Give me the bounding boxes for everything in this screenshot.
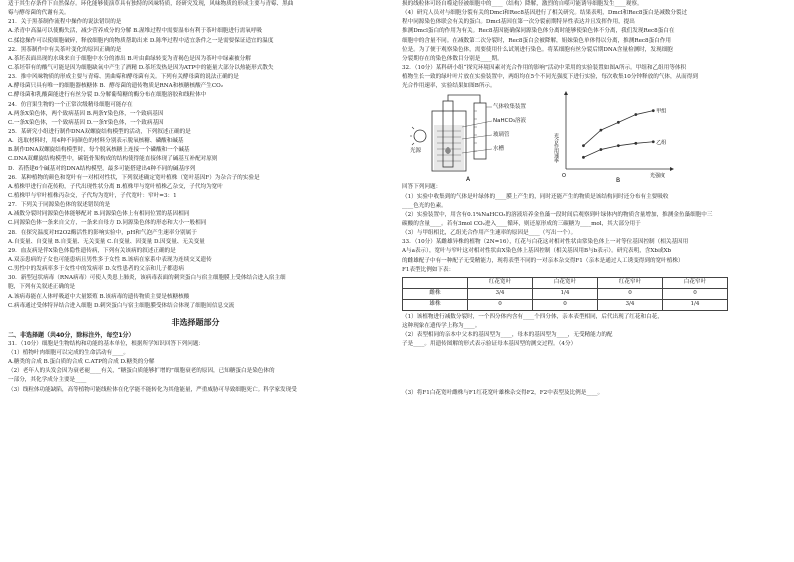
series-line-1 — [583, 142, 653, 158]
table-row — [403, 299, 728, 310]
question-text-line: A.两条X染色体，两个致病基因 B.两条Y染色体，一个致病基因 — [8, 110, 164, 117]
question-text-line: C.植株甲与窄叶植株丙杂交，子代均为宽叶，子代宽叶：窄叶=3：1 — [8, 192, 177, 199]
question-text-line: 27．下列关于同源染色体的叙述错误的是 — [8, 202, 111, 209]
genotype-table — [402, 277, 728, 311]
question-text-line: C.同源染色体一条来自父方，一条来自母方 D.同源染色体的形态和大小一般相同 — [8, 220, 207, 227]
question-text-line: C.病毒通过受体特异结合进入细胞 D.刺突蛋白与宿主细胞膜受体结合体现了细胞间信息交流 — [8, 302, 235, 309]
table-cell: 0 — [663, 288, 728, 299]
question-31 — [8, 340, 383, 395]
left-column — [8, 0, 383, 395]
question-text-line: C.揉捻操作可以使细胞破碎，释放细胞内的物质帮助出来 D.陈华过程中适宜条件之一是需要保证适宜的温度 — [8, 37, 274, 44]
question-text-line: C.茶坯带有的酸气可能是因为细胞缺氧中产生了酒精 D.茶坯发热是因为ATP中的能量大部分以热能形式散失 — [8, 64, 274, 71]
question-text-line: 回答下列问题： — [402, 184, 442, 191]
question-text-line: B.制作DNA双螺旋结构模型时，每个脱氧核糖上连接一个磷酸和一个碱基 — [8, 147, 190, 154]
y-axis-arrow — [564, 91, 568, 95]
section-title: 非选择题部分 — [171, 317, 220, 327]
question-text-line: 28．在探究温度对H2O2酶活性的影响实验中，pH和气泡产生速率分别属于 — [8, 229, 197, 236]
x-axis-label: 光强度 — [650, 173, 666, 180]
table-header: 红花宽叶 — [468, 277, 533, 288]
table-cell: 0 — [533, 299, 598, 310]
answer-space — [402, 349, 782, 389]
series-line-0 — [583, 111, 653, 146]
label-tube: 玻璃管 — [493, 132, 510, 139]
data-point — [582, 156, 585, 159]
question-text-line: 损的线粒体可经自噬途径被细胞中的____（结构）降解，激烈的自噬可能诱导细胞发生____观察。 — [402, 1, 643, 7]
question-text-line: 31．（10分）细胞是生物结构和功能的基本单位，根据所学知识回答下列问题： — [8, 340, 205, 347]
table-cell: 3/4 — [598, 299, 663, 310]
question-text-line: 22．黑茶制作中有关茶叶变化的原因正确的是 — [8, 46, 122, 53]
table-cell: 1/4 — [533, 288, 598, 299]
x-axis-arrow — [670, 167, 674, 171]
origin-label: O — [562, 173, 566, 180]
question-text-line: 30．新型冠状病毒（RNA病毒）可使人类患上肺炎，该病毒表面的刺突蛋白与宿主细胞膜上受体结合进入宿主细 — [8, 275, 286, 282]
question-text-line: 一部分，其化学成分主要是____ — [8, 377, 87, 384]
data-point — [617, 121, 620, 124]
line-chart — [552, 91, 682, 183]
question-text-line: （1）该植物进行减数分裂时，一个四分体内含有____个四分体，亲本表型相同，后代出现了红花和白花， — [402, 313, 663, 320]
question-text-line: （3）与甲组相比，乙组光合作用产生速率的原因是____（写出一个）。 — [402, 230, 577, 237]
table-header: 白花窄叶 — [663, 277, 728, 288]
part2-heading: 二、非选择题（共40分，除标注外，每空1分） — [8, 331, 135, 339]
y-axis-label: 光合作用速率 — [553, 133, 559, 164]
question-text-line: A．选取材料时，用4种不同颜色的材料分别表示脱氧核糖、磷酸和碱基 — [8, 138, 184, 145]
data-point — [582, 145, 585, 148]
label-solution: NaHCO₃溶液 — [493, 118, 526, 125]
question-text-line: A.该病毒能在人体呼吸道中大量繁殖 B.该病毒的遗传物质主要是核糖核酸 — [8, 293, 190, 300]
question-text-line: A.酵母菌只具有唯一的细胞器核糖体 B．酵母菌的遗传物质是RNA和核糖核酸产生CO₂ — [8, 83, 223, 90]
question-text-line: A.糖类的合成 B.蛋白质的合成 C.ATP的合成 D.糖类的分解 — [8, 359, 155, 366]
question-text-line: A.茶坯表面出现的水珠来自于细胞中水分的渗出 B.叶由曲绿转变为青褐色是因为茶叶中绿素被分解 — [8, 55, 251, 62]
table-cell: 0 — [598, 288, 663, 299]
table-header-row — [403, 277, 728, 288]
question-text-line: F1表型比例如下表： — [402, 266, 455, 273]
question-text-line: 植物生长一致的绿叶叶片放在实验装置中，两组均在5个不同光强度下进行实验，每次收集10分钟释放的气体，从而得到 — [402, 74, 698, 81]
question-text-line: 分裂期存在的染色体数目分别是____期。 — [402, 55, 503, 62]
question-text-line: （2）表型相同的亲本中父本的基因型为____，母本的基因型为____，无受精能力的配 — [402, 332, 613, 339]
question-text-line: D．若搭建6个碱基对的DNA结构模型，最多可能搭建出4种不同的碱基序列 — [8, 165, 196, 172]
series-label: 甲组 — [656, 109, 667, 116]
question-text-line: C.一条X染色体，一个致病基因 D.一条Y染色体，一个致病基因 — [8, 119, 164, 126]
question-text-line: C.DNA双螺旋结构模型中，碳链骨架构成的结构使得能直接体现了碱基互补配对原则 — [8, 156, 218, 163]
question-text-line: A.自变量、自变量 B.自变量、无关变量 C.自变量、因变量 D.因变量、无关变量 — [8, 238, 205, 245]
data-point — [600, 129, 603, 132]
question-text-line: 26．某种植物的颜色和宽叶有一对相对性状，下列叙述确定宽叶植株（宽叶基因F）为杂合子的实验是 — [8, 174, 260, 181]
question-33 — [402, 313, 782, 350]
data-point — [617, 145, 620, 148]
question-text-line: 23．推中风味物质的形成主要与青霉、黑曲霉和酵母菌有关。下列有关酵母菌的说法正确的是 — [8, 74, 239, 81]
question-text-line: （1）植物叶肉细胞可以完成的生命活动有____。 — [8, 350, 130, 357]
data-point — [634, 114, 637, 117]
question-text-line: 适于其生存条件下自然保存。环化能够使演草具有独特的风味特质，经研究发现，风味物质的形成主要与青霉、黑曲 — [8, 1, 294, 7]
label-water-bath: 水槽 — [493, 146, 505, 153]
data-point — [652, 110, 655, 113]
table-cell: 1/4 — [663, 299, 728, 310]
apparatus-figure — [410, 91, 527, 184]
question-text-line: 25．某研究小组进行制作DNA双螺旋结构模型的活动，下列叙述正确的是 — [8, 128, 191, 135]
table-header — [403, 277, 468, 288]
table-cell: 0 — [468, 299, 533, 310]
question-text-line: A.双亲患病的子女也可能患病且男性多于女性 B.该病在家系中表现为连续交叉遗传 — [8, 256, 212, 263]
question-text-line: （3）线粒体功能缺陷，高等植物可能线粒体在化学能不能转化为其他能量，严重威胁可导致细胞死亡。科学家发现受 — [8, 386, 297, 393]
table-cell: 雄株 — [403, 299, 468, 310]
question-text-line: 位是。为了便于观察染色体，需要使用什么试剂进行染色。将某细胞有丝分裂后期DNA含量检测时，发现细胞 — [402, 46, 673, 53]
question-text-line: A.植株甲进行自花传粉，子代出现性状分离 B.植株甲与宽叶植株乙杂交，子代均为宽叶 — [8, 183, 223, 190]
chart-series — [582, 108, 666, 159]
question-text-line: C.酵母菌和乳酸菌能进行有丝分裂 D.分解葡萄糖的酶分布在细胞溶胶和线粒体中 — [8, 92, 207, 99]
question-text-line: 32．（10分）某科研小组“探究环境因素对光合作用的影响”活动中采用的实验装置如图A所示。甲组和乙组用等体积 — [402, 64, 687, 71]
question-text-line: 细胞中的含量不同。在减数第二次分裂时，Rec8蛋白会被降解，姐妹染色单体得以分离，推测Rec8蛋白作用 — [402, 37, 671, 44]
table-header: 白花宽叶 — [533, 277, 598, 288]
question-33-part3: （3）将F1白花宽叶雌株与F1红花宽叶雄株杂交得F2，F2中表型及比例是____。 — [402, 390, 604, 397]
table-cell: 雌株 — [403, 288, 468, 299]
data-point — [634, 142, 637, 145]
question-text-line: 这种现象在遗传学上称为____。 — [402, 322, 481, 329]
question-text-line: 33．（10分）某雌雄异株的植物（2N=16），红花与白花这对相对性状由常染色体上一对等位基因控制（相关基因用 — [402, 239, 689, 246]
question-text-line: A.减数分裂时同源染色体能够配对 B.同源染色体上有相同位置的基因相同 — [8, 211, 190, 218]
light-source-icon — [410, 127, 426, 145]
table-header: 红花窄叶 — [598, 277, 663, 288]
question-text-line: 霉与酵母菌的代谢有关。 — [8, 10, 70, 17]
label-gas-collector: 气体收集装置 — [493, 104, 527, 111]
series-label: 乙组 — [656, 140, 667, 147]
questions-31-32 — [402, 0, 782, 91]
table-cell: 3/4 — [468, 288, 533, 299]
label-light-source: 光源 — [410, 148, 422, 155]
question-text-line: 推测Dmcl蛋白的作用为有关。Rec8基因能确保同源染色体分离时能够使染色体不分离，我们发现Rec8蛋白在 — [402, 28, 675, 35]
table-row — [403, 288, 728, 299]
right-column — [402, 0, 782, 399]
question-text-line: 光合作用速率，实验结果如图B所示。 — [402, 83, 496, 90]
question-text-line: A与a表示），宽叶与窄叶这对相对性状由X染色体上基因控制（相关基因用B与b表示）。研究表明，含Xb或Xb — [402, 248, 672, 255]
question-text-line: （2）老年人的头发会因为衰老褪____有关，“糖蛋白质能够扩增的”细胞衰老的原因，已知糖蛋白是染色体的 — [8, 368, 275, 375]
question-text-line: 21．关于黑茶制作流程中操作的说法错误的是 — [8, 19, 122, 26]
chart-figure — [552, 91, 682, 183]
figB-caption: B — [616, 177, 621, 184]
question-text-line: （1）实验中收集到的气体是叶绿体的____膜上产生的，同时还能产生的物质是该结构同时还分布有主要吸收 — [402, 193, 669, 200]
question-32-answers — [402, 183, 782, 274]
question-text-line: 碳酸的含量____。若有3mol CO₂进入____循环，则还原形成的三碳糖为____mol，其大部分用于 — [402, 220, 641, 227]
figures — [402, 91, 782, 183]
question-text-line: 29．血友病是伴X染色体隐性遗传病，下列有关该病的叙述正确的是 — [8, 247, 176, 254]
data-point — [600, 149, 603, 152]
question-text-line: 子是____。用遗传图解的形式表示验证母本基因型的测交过程。（4分） — [402, 341, 577, 348]
question-text-line: C.男性中的发病率多于女性中的发病率 D.女性患者的父亲和儿子都患病 — [8, 266, 184, 273]
questions-21-30 — [8, 0, 383, 311]
question-text-line: 的雌雄配子中有一种配子无受精能力，现将表型不同的一对亲本杂交得F1（亲本是通过人工诱变得到的宽叶植株） — [402, 257, 684, 264]
question-text-line: 程中同源染色体联会有关的蛋白。Dmcl基因在第一次分裂前期特异性表达并且发挥作用，提出 — [402, 19, 635, 26]
question-text-line: （2）实验装置中，用含有0.1%NaHCO₃的溶液培养金鱼藻一段时间后观察到叶绿体内的物质含量增加，推测金鱼藻细胞中三 — [402, 211, 713, 218]
question-text-line: ____色光的色素。 — [402, 202, 447, 209]
figA-caption: A — [466, 176, 471, 184]
question-text-line: A.杀青中高温可以使酶失活，减少营养成分的分解 B.渥堆过程中需要湿布有利于茶叶细胞进行需氧呼吸 — [8, 28, 263, 35]
question-text-line: 胞，下列有关叙述正确的是 — [8, 284, 76, 291]
question-text-line: （4）研究人员对与细胞分裂有关的Dmcl和Rec8基因进行了相关研究。结果表明，Dmcl和Rec8蛋白是减数分裂过 — [402, 10, 688, 17]
question-text-line: 24．仿宫果生物的一个正常次级精母细胞可能存在 — [8, 101, 133, 108]
data-point — [652, 141, 655, 144]
